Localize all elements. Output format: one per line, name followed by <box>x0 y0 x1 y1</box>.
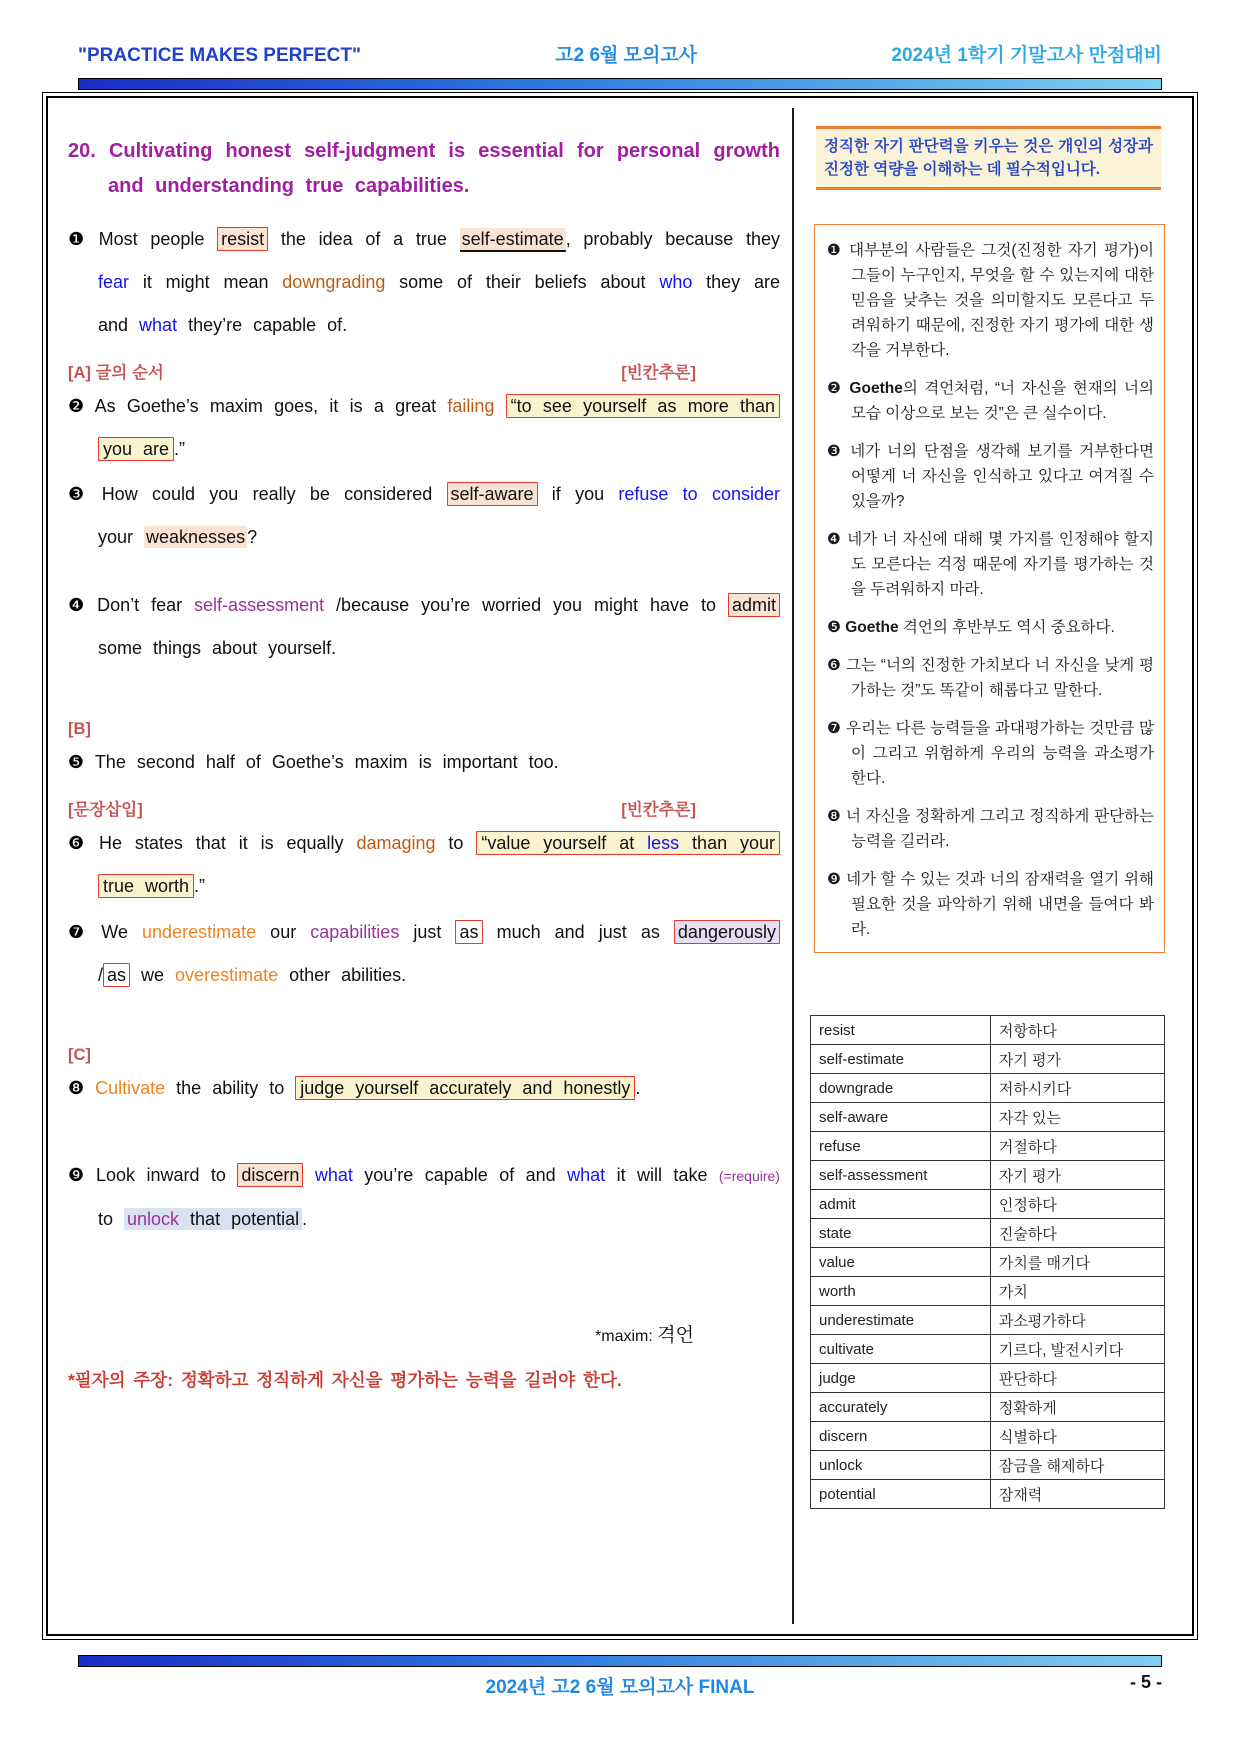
vocab-meaning: 가치 <box>990 1277 1164 1306</box>
passage-token: underestimate <box>142 922 257 942</box>
vocab-word: self-assessment <box>811 1161 991 1190</box>
passage-token: self-assessment <box>194 595 325 615</box>
question-title: 20. Cultivating honest self-judgment is essential for personal growth and understanding true capabilities. <box>68 140 780 197</box>
skill-label-left: [문장삽입] <box>68 801 143 819</box>
vocab-word: underestimate <box>811 1306 991 1335</box>
translation-paragraph <box>827 653 1154 703</box>
sentence-s8 <box>68 1067 780 1110</box>
passage-token: 우리는 다른 능력들을 과대평가하는 것만큼 많이 그리고 위험하게 우리의 능력을 과소평가한다. <box>846 720 1154 787</box>
vocab-row <box>811 1480 1165 1509</box>
sentence-number: ❷ <box>68 396 95 416</box>
sentence-s3 <box>68 473 780 559</box>
skill-label-left: [C] <box>68 1046 91 1064</box>
translation-paragraph <box>827 716 1154 791</box>
passage-token: 그는 “너의 진정한 가치보다 너 자신을 낮게 평가하는 것”도 똑같이 해롭다고 말한다. <box>846 657 1155 699</box>
passage-token: as <box>103 963 130 987</box>
vocab-meaning: 자기 평가 <box>990 1161 1164 1190</box>
passage-token: He states that it is equally <box>98 833 357 853</box>
passage-token: downgrading <box>282 272 386 292</box>
passage-token: it might mean <box>129 272 283 292</box>
vocab-row <box>811 1364 1165 1393</box>
passage-token: some of their beliefs about <box>385 272 660 292</box>
page-footer <box>78 1672 1162 1699</box>
skill-label-left: [B] <box>68 720 91 738</box>
sentence-number: ❸ <box>68 484 102 504</box>
passage-token: who <box>659 272 693 292</box>
vocab-word: resist <box>811 1016 991 1045</box>
sentence-number: ❶ <box>68 229 99 249</box>
vocab-word: potential <box>811 1480 991 1509</box>
passage-token: Don’t fear <box>97 595 195 615</box>
header-exam-title: 고2 6월 모의고사 <box>555 45 698 66</box>
sentence-number: ❺ <box>68 752 95 772</box>
translation-number: ❹ <box>827 531 848 548</box>
sentence-s2 <box>68 385 780 471</box>
passage-token: what <box>314 1165 353 1185</box>
translation-paragraph <box>827 238 1154 363</box>
passage-token: your <box>98 527 145 547</box>
translation-paragraph <box>827 527 1154 602</box>
vocab-word: accurately <box>811 1393 991 1422</box>
header-divider-bar <box>78 78 1162 90</box>
passage-token: Goethe <box>849 380 903 397</box>
vocab-meaning: 정확하게 <box>990 1393 1164 1422</box>
passage-token: unlock <box>127 1209 180 1229</box>
header-subtitle: 2024년 1학기 기말고사 만점대비 <box>891 45 1162 66</box>
passage-token: As Goethe’s maxim goes, it is a great <box>94 396 448 416</box>
passage-token: 네가 너 자신에 대해 몇 가지를 인정해야 할지도 모른다는 걱정 때문에 자기를 평가하는 것을 두려워하지 마라. <box>847 531 1154 598</box>
passage-column <box>68 134 780 1393</box>
vocab-word: discern <box>811 1422 991 1451</box>
passage-token: How could you really be considered <box>101 484 447 504</box>
vocab-table <box>810 1015 1165 1509</box>
sentence-s9 <box>68 1154 780 1241</box>
vocab-word: admit <box>811 1190 991 1219</box>
vocab-row <box>811 1190 1165 1219</box>
author-claim: *필자의 주장: 정확하고 정직하게 자신을 평가하는 능력을 길러야 한다. <box>68 1370 622 1390</box>
vocab-row <box>811 1103 1165 1132</box>
passage-token: .” <box>194 876 206 896</box>
vocab-meaning: 저항하다 <box>990 1016 1164 1045</box>
passage-token: to <box>435 833 477 853</box>
vocab-meaning: 자각 있는 <box>990 1103 1164 1132</box>
passage-token: self-aware <box>447 482 538 506</box>
passage-token: ? <box>247 527 258 547</box>
vocab-word: refuse <box>811 1132 991 1161</box>
translation-number: ❻ <box>827 657 847 674</box>
vocab-row <box>811 1045 1165 1074</box>
vocab-word: cultivate <box>811 1335 991 1364</box>
footer-divider-bar <box>78 1655 1162 1667</box>
passage-token: Look inward to <box>96 1165 238 1185</box>
passage-token: damaging <box>356 833 436 853</box>
passage-token: they’re capable of. <box>177 315 348 335</box>
passage-token: 네가 너의 단점을 생각해 보기를 거부한다면 어떻게 너 자신을 인식하고 있다고 여겨질 수 있을까? <box>850 443 1154 510</box>
maxim-term: 격언 <box>657 1325 694 1346</box>
passage-token: We <box>101 922 143 942</box>
passage-token: it will take <box>605 1165 719 1185</box>
passage-token: that potential <box>179 1209 300 1229</box>
passage-token: if you <box>537 484 619 504</box>
sentence-number: ❼ <box>68 922 102 942</box>
passage-token: 의 격언처럼, “너 자신을 현재의 너의 모습 이상으로 보는 것”은 큰 실수이다. <box>851 380 1154 422</box>
translation-paragraph <box>827 376 1154 426</box>
vocab-row <box>811 1161 1165 1190</box>
passage-token: Cultivate <box>95 1078 166 1098</box>
vocab-word: downgrade <box>811 1074 991 1103</box>
translation-paragraph <box>827 439 1154 514</box>
translation-paragraph <box>827 615 1154 640</box>
sentence-number: ❻ <box>68 833 99 853</box>
vocab-row <box>811 1132 1165 1161</box>
vocab-word: worth <box>811 1277 991 1306</box>
passage-token: refuse to consider <box>618 484 780 504</box>
passage-token: 격언의 후반부도 역시 중요하다. <box>898 619 1115 636</box>
translation-paragraph <box>827 867 1154 942</box>
passage-token: to <box>98 1209 125 1229</box>
vocab-meaning: 식별하다 <box>990 1422 1164 1451</box>
passage-token: judge yourself accurately and honestly <box>295 1076 635 1100</box>
passage-token: resist <box>217 227 268 251</box>
passage-token: “value yourself at <box>481 833 648 853</box>
sentence-s4 <box>68 584 780 670</box>
passage-token: less <box>647 833 680 853</box>
topic-summary-box <box>816 126 1161 190</box>
translation-number: ❶ <box>827 242 850 259</box>
vocab-word: judge <box>811 1364 991 1393</box>
vocab-meaning: 진술하다 <box>990 1219 1164 1248</box>
vocab-row <box>811 1335 1165 1364</box>
vocab-meaning: 잠재력 <box>990 1480 1164 1509</box>
passage-token: other abilities. <box>278 965 407 985</box>
skill-label-right: [빈칸추론] <box>621 801 696 819</box>
vocab-word: unlock <box>811 1451 991 1480</box>
passage-token: weaknesses <box>146 527 246 547</box>
sentence-s6 <box>68 822 780 908</box>
passage-blocks <box>68 218 780 1241</box>
vocab-meaning: 거절하다 <box>990 1132 1164 1161</box>
passage-token: the idea of a true <box>268 229 460 249</box>
passage-token: than your true worth <box>103 833 776 896</box>
passage-token: 네가 할 수 있는 것과 너의 잠재력을 열기 위해 필요한 것을 파악하기 위해 내면을 들여다 봐라. <box>846 871 1155 938</box>
passage-token: our <box>256 922 311 942</box>
passage-token: /because you’re worried you might have to <box>324 595 728 615</box>
passage-token: just <box>399 922 456 942</box>
translation-number: ❺ <box>827 619 846 636</box>
vocab-row <box>811 1248 1165 1277</box>
translation-number: ❸ <box>827 443 851 460</box>
worksheet-box <box>46 96 1194 1636</box>
vocab-row <box>811 1219 1165 1248</box>
passage-token: we <box>130 965 176 985</box>
vocab-meaning: 과소평가하다 <box>990 1306 1164 1335</box>
worksheet-frame <box>42 92 1198 1640</box>
passage-token: as <box>455 920 482 944</box>
sentence-s1 <box>68 218 780 347</box>
vocab-meaning: 기르다, 발전시키다 <box>990 1335 1164 1364</box>
footer-title: 2024년 고2 6월 모의고사 FINAL <box>485 1677 755 1698</box>
vocab-row <box>811 1306 1165 1335</box>
maxim-prefix: *maxim: <box>595 1328 653 1345</box>
passage-token: they are and <box>98 272 781 335</box>
topic-summary-text: 정직한 자기 판단력을 키우는 것은 개인의 성장과 진정한 역량을 이해하는 데 필수적입니다. <box>824 138 1153 178</box>
passage-token <box>494 396 505 416</box>
skill-label-left: [A] 글의 순서 <box>68 364 164 382</box>
translation-number: ❼ <box>827 720 846 737</box>
passage-token: much and just as <box>482 922 674 942</box>
vocab-meaning: 자기 평가 <box>990 1045 1164 1074</box>
passage-token: “to see yourself as more than you are <box>98 394 780 461</box>
vocab-meaning: 인정하다 <box>990 1190 1164 1219</box>
sentence-s7 <box>68 911 780 997</box>
translation-number: ❾ <box>827 871 847 888</box>
passage-token: capabilities <box>310 922 400 942</box>
page-number: - 5 - <box>1129 1672 1162 1692</box>
maxim-note <box>68 1321 780 1352</box>
vocab-row <box>811 1422 1165 1451</box>
vocab-row <box>811 1277 1165 1306</box>
passage-token: fear <box>98 272 130 292</box>
passage-token <box>124 1208 302 1230</box>
vocab-row <box>811 1451 1165 1480</box>
passage-token: discern <box>237 1163 303 1187</box>
vocab-word: self-aware <box>811 1103 991 1132</box>
vocab-meaning: 판단하다 <box>990 1364 1164 1393</box>
passage-token: 너 자신을 정확하게 그리고 정직하게 판단하는 능력을 길러라. <box>846 808 1154 850</box>
vocab-row <box>811 1074 1165 1103</box>
translation-box <box>814 224 1165 953</box>
passage-token: 대부분의 사람들은 그것(진정한 자기 평가)이 그들이 누구인지, 무엇을 할 수 있는지에 대한 믿음을 낮추는 것을 의미할지도 모른다고 두려워하기 때문에, 진정한 자기 평가에 대한 생각을 거부한다. <box>849 242 1154 359</box>
translation-column <box>810 98 1165 1509</box>
passage-token: what <box>567 1165 606 1185</box>
passage-token: The second half of Goethe’s maxim is important too. <box>94 752 559 772</box>
passage-token: failing <box>447 396 495 416</box>
passage-token: .” <box>174 439 186 459</box>
passage-token <box>303 1165 314 1185</box>
skill-labels-label-b <box>68 717 780 741</box>
passage-token: / <box>98 965 104 985</box>
vocab-word: self-estimate <box>811 1045 991 1074</box>
column-divider <box>792 108 794 1624</box>
skill-labels-labels-insert <box>68 798 780 822</box>
passage-token: self-estimate <box>460 228 566 252</box>
passage-token: (=require) <box>718 1168 780 1184</box>
vocab-word: value <box>811 1248 991 1277</box>
skill-labels-labels-a <box>68 361 780 385</box>
page-header <box>78 40 1162 67</box>
skill-label-right: [빈칸추론] <box>621 364 696 382</box>
sentence-number: ❽ <box>68 1078 96 1098</box>
skill-labels-label-c <box>68 1043 780 1067</box>
passage-token: . <box>635 1078 641 1098</box>
passage-token: admit <box>728 593 780 617</box>
passage-token: . <box>302 1209 308 1229</box>
vocab-word: state <box>811 1219 991 1248</box>
passage-token: you’re capable of and <box>352 1165 568 1185</box>
translation-number: ❷ <box>827 380 850 397</box>
passage-token: Goethe <box>845 619 899 636</box>
vocab-row <box>811 1016 1165 1045</box>
sentence-number: ❹ <box>68 595 98 615</box>
vocab-row <box>811 1393 1165 1422</box>
passage-token: Most people <box>98 229 218 249</box>
passage-token: the ability to <box>165 1078 296 1098</box>
header-motto: "PRACTICE MAKES PERFECT" <box>78 45 361 66</box>
sentence-s5 <box>68 741 780 784</box>
translation-number: ❽ <box>827 808 846 825</box>
vocab-meaning: 저하시키다 <box>990 1074 1164 1103</box>
passage-token: overestimate <box>175 965 279 985</box>
vocab-meaning: 잠금을 해제하다 <box>990 1451 1164 1480</box>
passage-token: , probably because they <box>565 229 781 249</box>
vocab-meaning: 가치를 매기다 <box>990 1248 1164 1277</box>
translation-paragraph <box>827 804 1154 854</box>
passage-token: what <box>139 315 178 335</box>
sentence-number: ❾ <box>68 1165 96 1185</box>
passage-token: dangerously <box>674 920 780 944</box>
passage-token: some things about yourself. <box>98 638 337 658</box>
